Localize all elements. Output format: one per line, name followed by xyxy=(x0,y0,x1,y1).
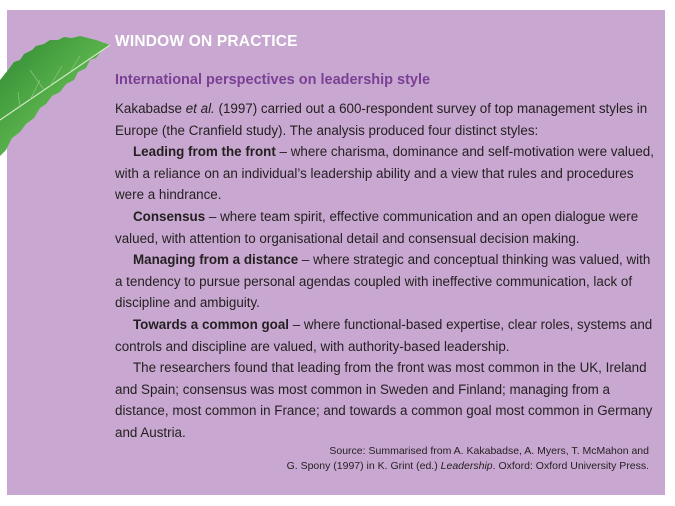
style-name: Leading from the front xyxy=(133,144,276,160)
style-name: Managing from a distance xyxy=(133,252,299,268)
box-heading: WINDOW ON PRACTICE xyxy=(115,33,298,50)
style-paragraph-common-goal: Towards a common goal – where functional-based expertise, clear roles, systems and controls and discipline are valued, with authority-based leadership. xyxy=(115,316,653,354)
intro-paragraph: Kakabadse et al. (1997) carried out a 600-respondent survey of top management styles in Europe (the Cranfield study). The analysis produced four distinct styles: xyxy=(115,101,648,138)
box-subheading: International perspectives on leadership style xyxy=(115,72,431,88)
source-citation: Source: Summarised from A. Kakabadse, A. Myers, T. McMahon and G. Spony (1997) in K. Grint (ed.) Leadership. Oxford: Oxford University Press. xyxy=(286,445,649,472)
box-body xyxy=(115,98,655,444)
style-paragraph-distance: Managing from a distance – where strategic and conceptual thinking was valued, with a tendency to pursue personal agendas coupled with ineffective communication, lack of discipline and ambiguity. xyxy=(115,252,651,311)
leaf-icon xyxy=(0,10,118,160)
conclusion-paragraph: The researchers found that leading from the front was most common in the UK, Ireland and Spain; consensus was most common in Sweden and Finland; managing from a distance, most common in France; and towards a common goal most common in Germany and Austria. xyxy=(115,360,653,440)
style-paragraph-consensus: Consensus – where team spirit, effective communication and an open dialogue were valued, with attention to organisational detail and consensual decision making. xyxy=(115,208,639,246)
style-name: Towards a common goal xyxy=(133,316,289,332)
style-name: Consensus xyxy=(133,208,206,224)
style-paragraph-front: Leading from the front – where charisma, dominance and self-motivation were valued, with a reliance on an individual’s leadership ability and a view that rules and procedures were a hindrance. xyxy=(115,144,654,203)
